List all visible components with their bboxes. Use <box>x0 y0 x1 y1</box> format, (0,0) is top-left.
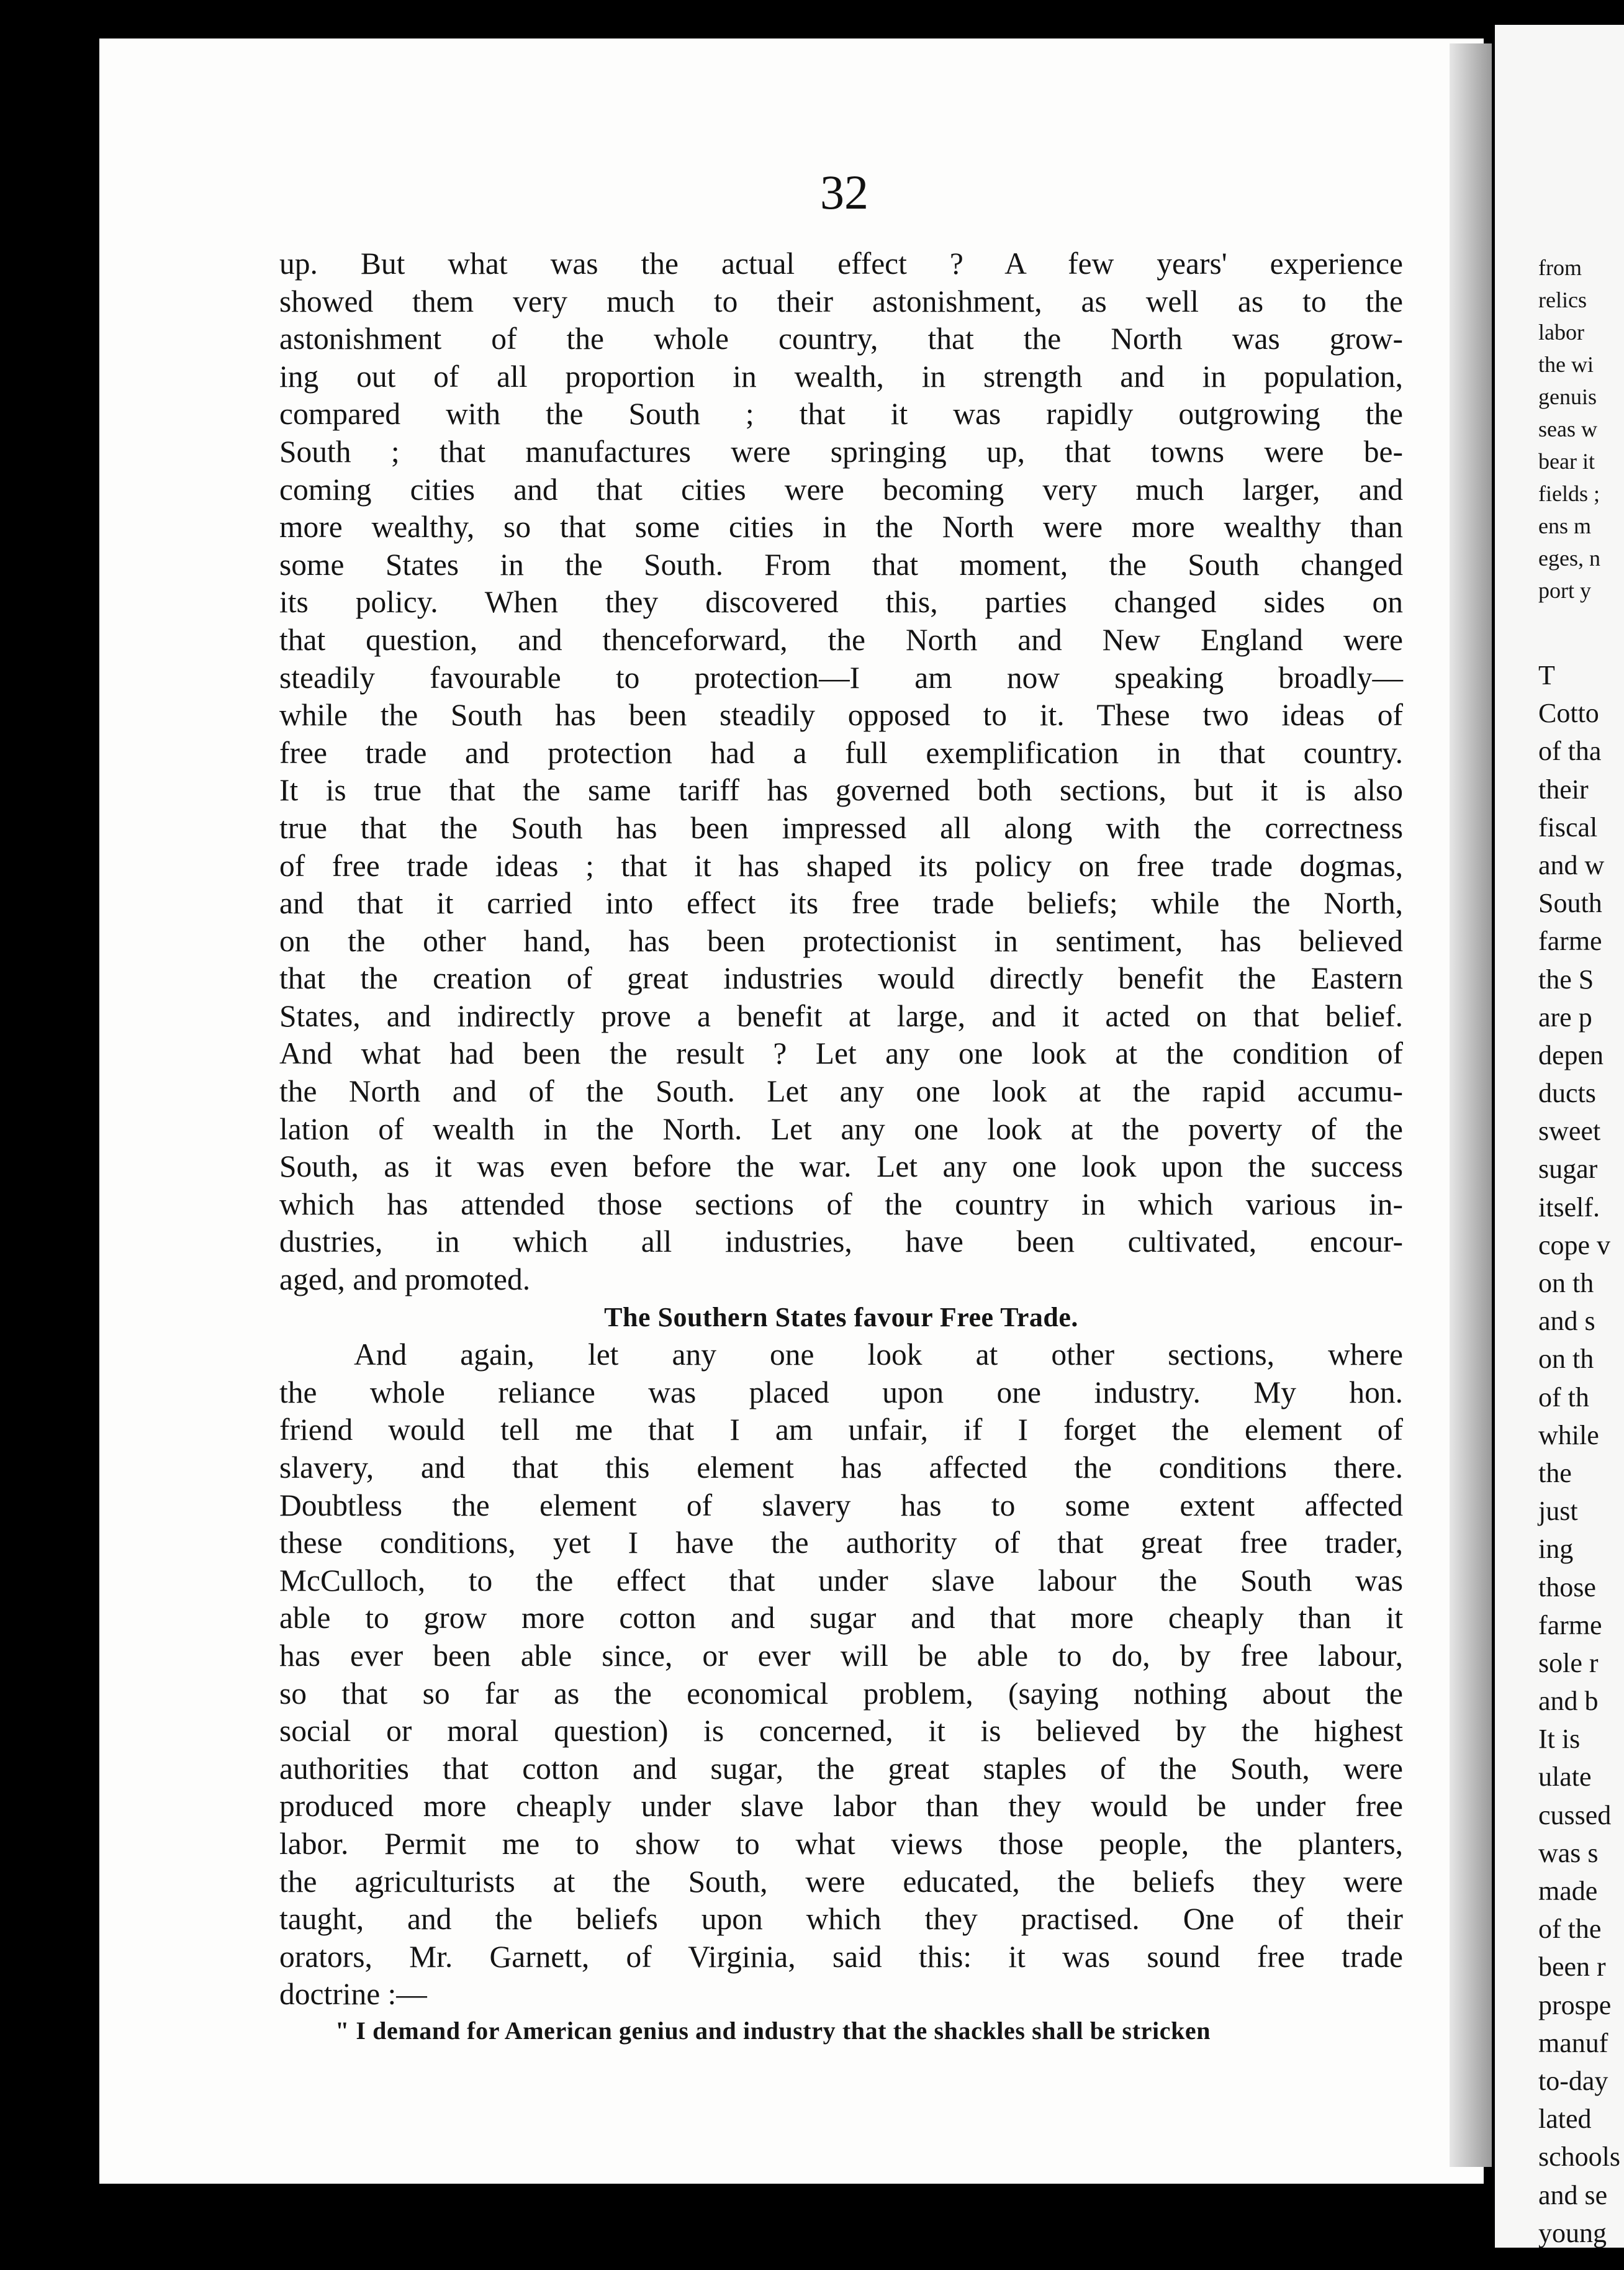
paragraph-before-heading <box>279 245 1403 1299</box>
page-number: 32 <box>820 165 868 219</box>
fragment-line: of th <box>1538 1381 1589 1413</box>
fragment-line: fiscal <box>1538 812 1598 843</box>
fragment-line: prospe <box>1538 1989 1612 2020</box>
text-line: authorities that cotton and sugar, the great staples of the South, were <box>279 1751 1403 1786</box>
fragment-line: the <box>1538 1457 1572 1488</box>
text-line: which has attended those sections of the country in which various in- <box>279 1187 1403 1221</box>
text-line: on the other hand, has been protectionist in sentiment, has believed <box>279 923 1403 958</box>
block-quote-line: " I demand for American genius and industry that the shackles shall be stricken <box>335 2016 1211 2045</box>
text-line: doctrine :— <box>279 1977 427 2012</box>
fragment-line: and w <box>1538 849 1605 880</box>
fragment-line: and s <box>1538 1306 1595 1337</box>
fragment-line: to-day <box>1538 2065 1608 2096</box>
fragment-line: young <box>1538 2217 1607 2248</box>
text-line: labor. Permit me to show to what views those people, the planters, <box>279 1826 1403 1861</box>
fragment-line: fields ; <box>1538 481 1600 506</box>
fragment-line: seas w <box>1538 417 1597 441</box>
fragment-line: ens m <box>1538 513 1591 538</box>
fragment-line: sugar <box>1538 1154 1598 1185</box>
section-heading: The Southern States favour Free Trade. <box>604 1301 1078 1332</box>
text-line: its policy. When they discovered this, parties changed sides on <box>279 585 1403 620</box>
fragment-line: itself. <box>1538 1192 1600 1223</box>
fragment-line: on th <box>1538 1344 1594 1375</box>
fragment-line: just <box>1538 1496 1578 1527</box>
fragment-line: sole r <box>1538 1647 1599 1678</box>
fragment-line: from <box>1538 255 1582 280</box>
fragment-line: and se <box>1538 2179 1608 2210</box>
fragment-line: Cotto <box>1538 698 1599 729</box>
fragment-line: and b <box>1538 1686 1599 1717</box>
text-line: And again, let any one look at other sections, where <box>354 1337 1403 1372</box>
text-line: aged, and promoted. <box>279 1262 531 1297</box>
fragment-line: of tha <box>1538 736 1602 767</box>
text-line: of free trade ideas ; that it has shaped its policy on free trade dogmas, <box>279 848 1403 883</box>
fragment-line: those <box>1538 1571 1596 1603</box>
text-line: slavery, and that this element has affected the conditions there. <box>279 1450 1403 1485</box>
text-line: that the creation of great industries would directly benefit the Eastern <box>279 961 1403 996</box>
text-line: the whole reliance was placed upon one industry. My hon. <box>279 1375 1403 1409</box>
fragment-line: farme <box>1538 1609 1602 1640</box>
fragment-line: T <box>1538 660 1555 690</box>
fragment-line: sweet <box>1538 1116 1601 1147</box>
fragment-line: was s <box>1538 1837 1599 1868</box>
fragment-line: of the <box>1538 1914 1602 1945</box>
fragment-line: port y <box>1538 578 1591 603</box>
fragment-line: are p <box>1538 1002 1592 1033</box>
text-line: States, and indirectly prove a benefit at large, and it acted on that belief. <box>279 998 1403 1033</box>
fragment-line: South <box>1538 888 1602 919</box>
fragment-line: depen <box>1538 1039 1604 1070</box>
text-line: and that it carried into effect its free trade beliefs; while the North, <box>279 886 1403 921</box>
body-text <box>279 245 1403 2048</box>
text-line: so that so far as the economical problem, (saying nothing about the <box>279 1676 1403 1711</box>
fragment-line: the S <box>1538 964 1594 995</box>
text-line: friend would tell me that I am unfair, if I forget the element of <box>279 1413 1403 1447</box>
text-line: coming cities and that cities were becoming very much larger, and <box>279 472 1403 507</box>
fragment-line: on th <box>1538 1268 1594 1298</box>
text-line: while the South has been steadily opposed to it. These two ideas of <box>279 698 1403 733</box>
fragment-spacer <box>1538 607 1624 656</box>
text-line: ing out of all proportion in wealth, in strength and in population, <box>279 359 1403 394</box>
text-line: these conditions, yet I have the authority of that great free trader, <box>279 1526 1403 1560</box>
fragment-line: their <box>1538 774 1589 805</box>
fragment-line: ulate <box>1538 1761 1592 1793</box>
text-line: the agriculturists at the South, were educated, the beliefs they were <box>279 1864 1403 1899</box>
text-line: free trade and protection had a full exemplification in that country. <box>279 735 1403 770</box>
text-line: showed them very much to their astonishment, as well as to the <box>279 284 1403 319</box>
page-gutter-shadow <box>1450 43 1492 2167</box>
fragment-line: manuf <box>1538 2027 1608 2058</box>
fragment-line: eges, n <box>1538 546 1600 571</box>
text-line: that question, and thenceforward, the North and New England were <box>279 622 1403 657</box>
text-line: Doubtless the element of slavery has to some extent affected <box>279 1488 1403 1522</box>
fragment-line: made <box>1538 1876 1598 1906</box>
text-line: has ever been able since, or ever will be able to do, by free labour, <box>279 1638 1403 1673</box>
facing-page-fragments-top <box>1538 251 1624 607</box>
facing-page-fragments-bottom <box>1538 656 1624 2252</box>
paragraph-after-heading <box>279 1336 1403 2014</box>
text-line: up. But what was the actual effect ? A few years' experience <box>279 246 1403 281</box>
fragment-line: lated <box>1538 2104 1592 2135</box>
fragment-line: cussed <box>1538 1799 1612 1830</box>
fragment-line: farme <box>1538 926 1602 957</box>
fragment-line: while <box>1538 1419 1599 1450</box>
fragment-line: ducts <box>1538 1078 1596 1109</box>
text-line: true that the South has been impressed all along with the correctness <box>279 810 1403 845</box>
text-line: orators, Mr. Garnett, of Virginia, said this: it was sound free trade <box>279 1939 1403 1974</box>
text-line: compared with the South ; that it was rapidly outgrowing the <box>279 397 1403 432</box>
fragment-line: labor <box>1538 320 1584 345</box>
fragment-line: bear it <box>1538 449 1595 474</box>
fragment-line: genuis <box>1538 384 1597 409</box>
text-line: able to grow more cotton and sugar and that more cheaply than it <box>279 1601 1403 1635</box>
text-line: McCulloch, to the effect that under slave labour the South was <box>279 1563 1403 1598</box>
text-line: dustries, in which all industries, have been cultivated, encour- <box>279 1224 1403 1259</box>
text-line: some States in the South. From that moment, the South changed <box>279 547 1403 582</box>
text-line: And what had been the result ? Let any one look at the condition of <box>279 1036 1403 1071</box>
text-line: South ; that manufactures were springing up, that towns were be- <box>279 434 1403 469</box>
fragment-line: relics <box>1538 287 1587 312</box>
fragment-line: been r <box>1538 1951 1606 1983</box>
facing-page-fragments <box>1538 251 1624 2252</box>
text-line: lation of wealth in the North. Let any one look at the poverty of the <box>279 1111 1403 1146</box>
text-line: produced more cheaply under slave labor than they would be under free <box>279 1789 1403 1824</box>
text-line: steadily favourable to protection—I am now speaking broadly— <box>279 660 1403 695</box>
text-line: taught, and the beliefs upon which they practised. One of their <box>279 1902 1403 1937</box>
text-line: more wealthy, so that some cities in the North were more wealthy than <box>279 510 1403 545</box>
fragment-line: It is <box>1538 1724 1581 1755</box>
fragment-line: the wi <box>1538 352 1594 377</box>
text-line: the North and of the South. Let any one look at the rapid accumu- <box>279 1074 1403 1109</box>
fragment-line: cope v <box>1538 1229 1611 1260</box>
text-line: social or moral question) is concerned, it is believed by the highest <box>279 1714 1403 1748</box>
text-line: It is true that the same tariff has governed both sections, but it is also <box>279 773 1403 808</box>
fragment-line: schools <box>1538 2141 1620 2173</box>
text-line: South, as it was even before the war. Let any one look upon the success <box>279 1149 1403 1184</box>
fragment-line: ing <box>1538 1534 1574 1565</box>
text-line: astonishment of the whole country, that the North was grow- <box>279 322 1403 356</box>
